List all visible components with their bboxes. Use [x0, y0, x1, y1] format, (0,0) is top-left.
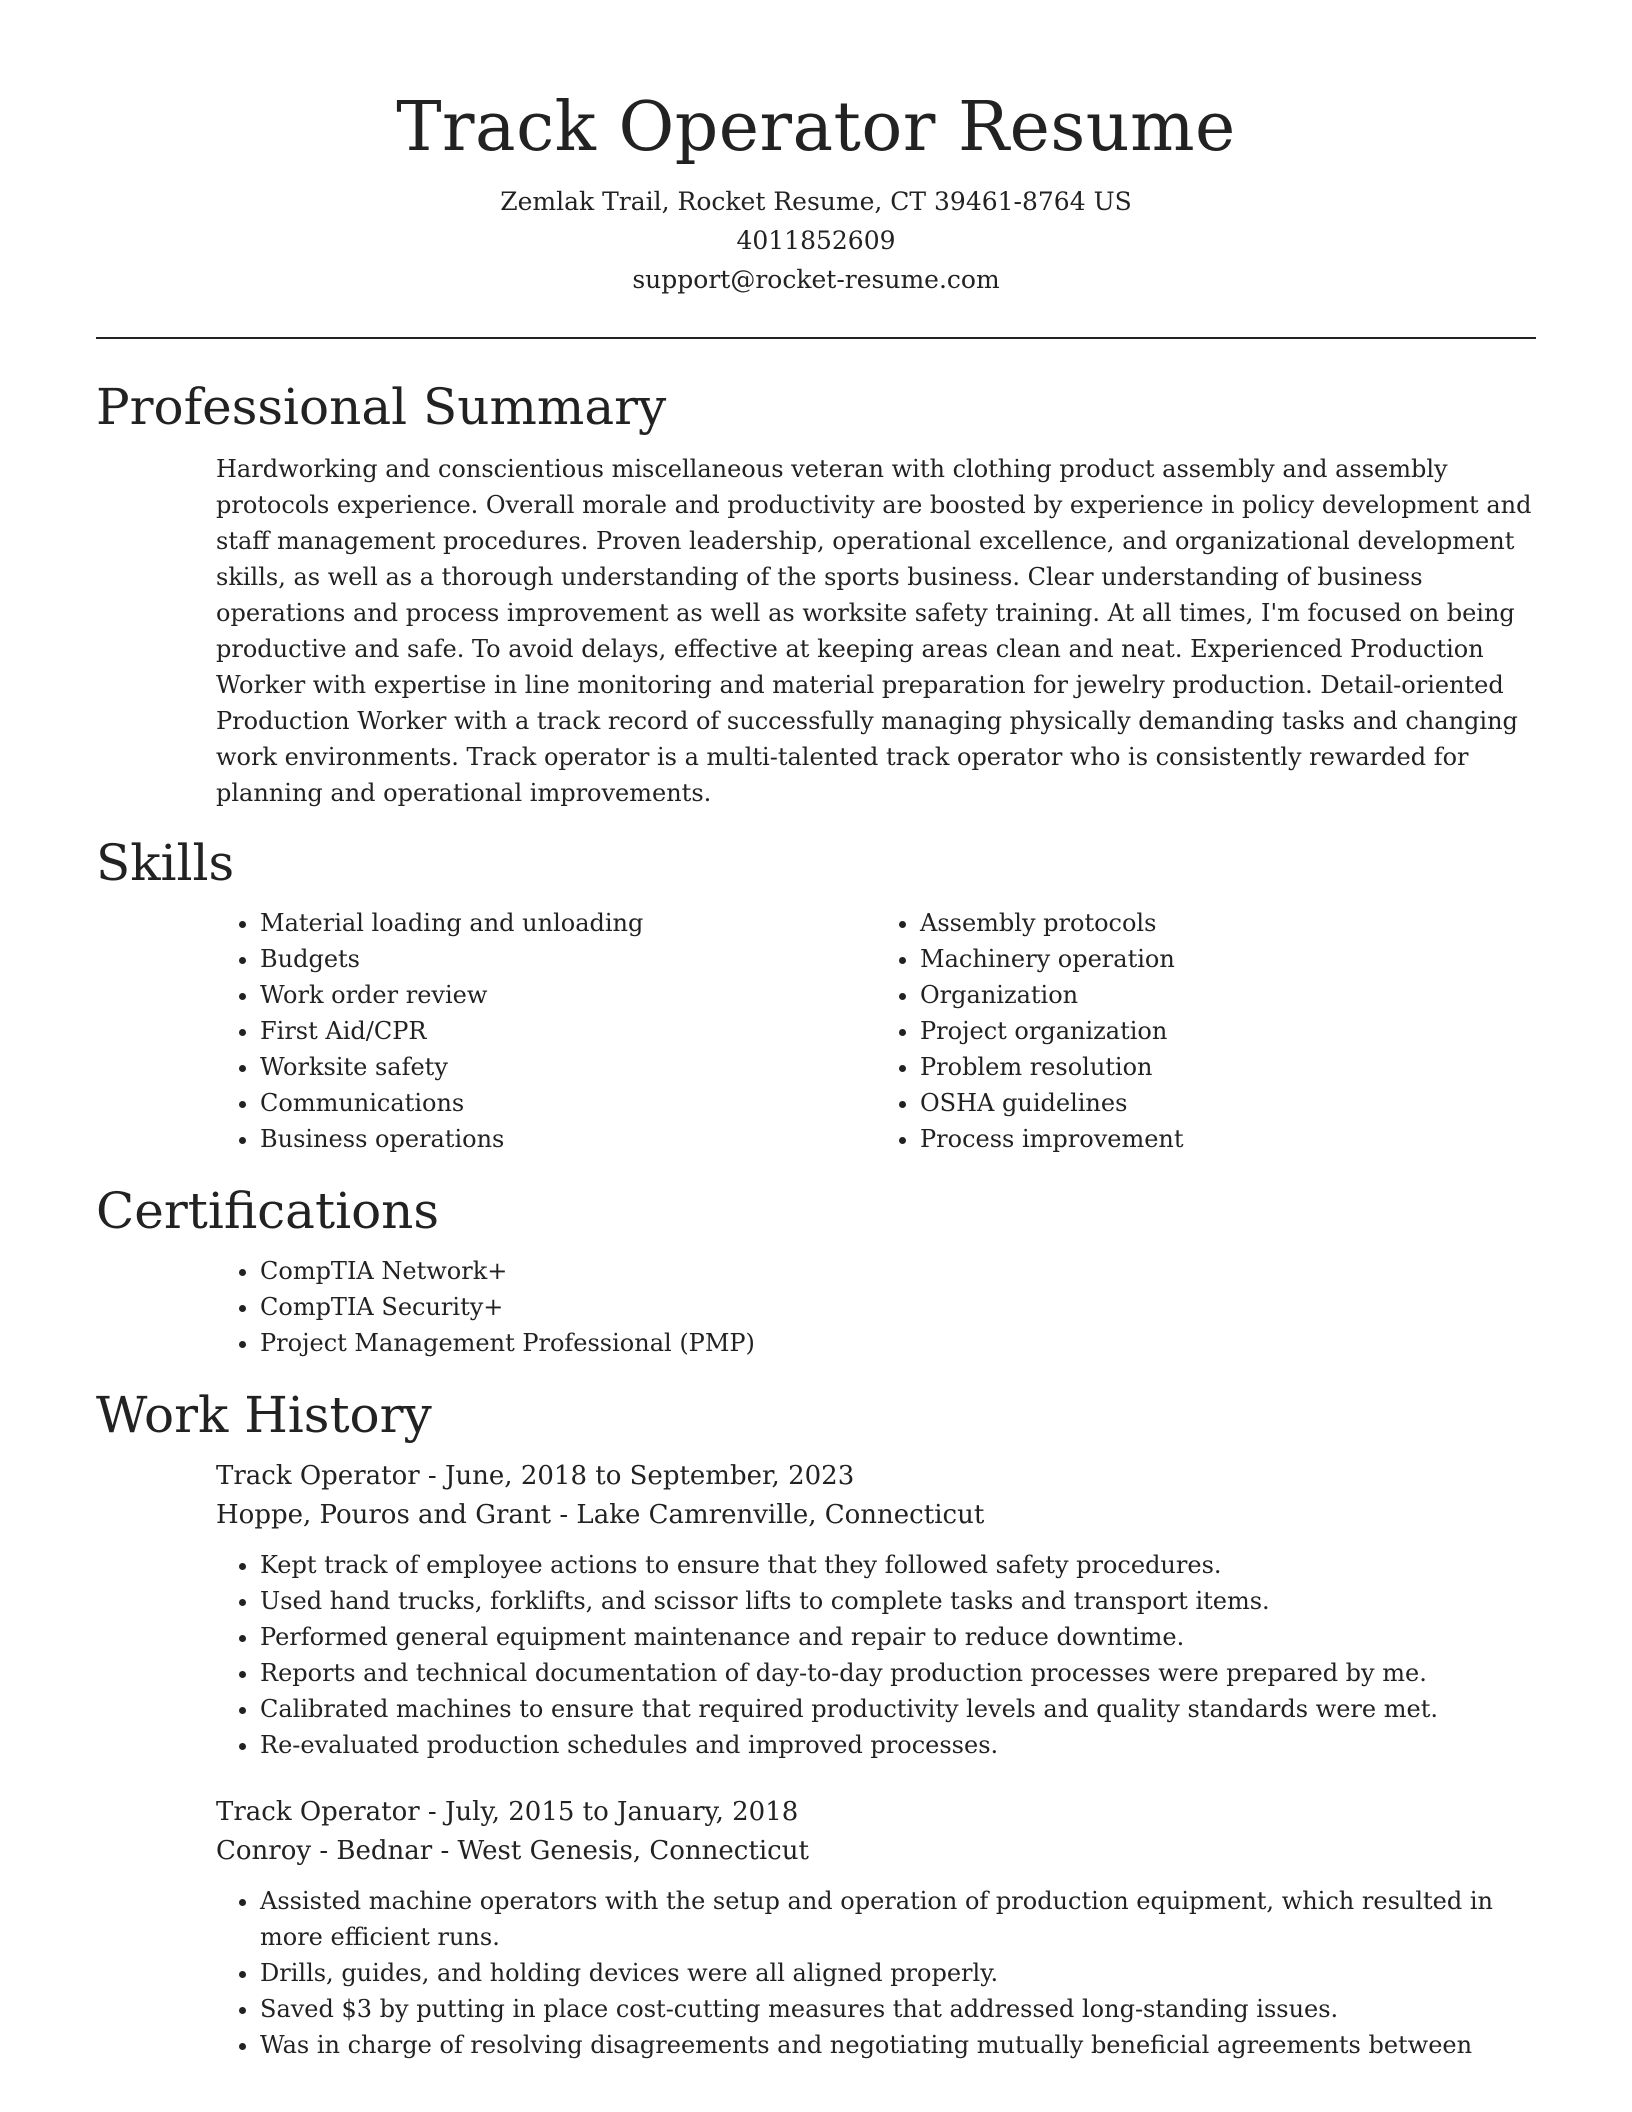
job-bullet: • Calibrated machines to ensure that required productivity levels and quality standards were met.	[260, 1691, 1536, 1727]
job-company-line	[216, 1831, 1536, 1871]
summary-heading: Professional Summary	[96, 378, 667, 436]
skill-item: • Organization	[920, 977, 1536, 1013]
job-bullet: • Reports and technical documentation of day-to-day production processes were prepared by me.	[260, 1655, 1536, 1691]
job-company-line	[216, 1495, 1536, 1535]
skill-item: • Project organization	[920, 1013, 1536, 1049]
address: Zemlak Trail, Rocket Resume, CT 39461-8764 US	[500, 187, 1132, 216]
job-bullet: • Performed general equipment maintenance and repair to reduce downtime.	[260, 1619, 1536, 1655]
skills-columns	[96, 905, 1536, 1157]
phone-number: 4011852609	[736, 226, 896, 255]
job-bullet: • Saved $3 by putting in place cost-cutting measures that addressed long-standing issues.	[260, 1991, 1536, 2027]
certification-item: • Project Management Professional (PMP)	[260, 1325, 1536, 1361]
skill-item: • Machinery operation	[920, 941, 1536, 977]
job-bullet: • Drills, guides, and holding devices were all aligned properly.	[260, 1955, 1536, 1991]
skill-item: • Budgets	[260, 941, 876, 977]
job-bullet: • Re-evaluated production schedules and improved processes.	[260, 1727, 1536, 1763]
email-address: support@rocket-resume.com	[632, 265, 1000, 294]
skill-item: • Assembly protocols	[920, 905, 1536, 941]
skills-list-left	[216, 905, 876, 1157]
job-title: Track Operator	[216, 1461, 420, 1491]
contact-info	[96, 182, 1536, 299]
job-entry	[96, 1793, 1536, 2063]
certifications-wrapper	[96, 1253, 1536, 1361]
skill-item: • Problem resolution	[920, 1049, 1536, 1085]
skill-item: • Communications	[260, 1085, 876, 1121]
certification-item: • CompTIA Security+	[260, 1289, 1536, 1325]
company-name: Conroy - Bednar	[216, 1836, 433, 1866]
job-entry	[96, 1457, 1536, 1763]
work-history-section	[96, 1383, 1536, 2063]
work-history-heading: Work History	[96, 1386, 432, 1444]
job-bullets	[216, 1547, 1536, 1763]
skill-item: • First Aid/CPR	[260, 1013, 876, 1049]
certifications-heading: Certifications	[96, 1182, 440, 1240]
job-bullet: • Used hand trucks, forklifts, and scissor lifts to complete tasks and transport items.	[260, 1583, 1536, 1619]
job-title: Track Operator	[216, 1797, 420, 1827]
job-title-line	[216, 1793, 1536, 1831]
summary-text: Hardworking and conscientious miscellaneous veteran with clothing product assembly and assembly protocols experience. Overall morale and productivity are boosted by experience in policy development and staff management procedures. Proven leadership, operational excellence, and organizational development skills, as well as a thorough understanding of the sports business. Clear understanding of business operations and process improvement as well as worksite safety training. At all times, I'm focused on being productive and safe. To avoid delays, effective at keeping areas clean and neat. Experienced Production Worker with expertise in line monitoring and material preparation for jewelry production. Detail-oriented Production Worker with a track record of successfully managing physically demanding tasks and changing work environments. Track operator is a multi-talented track operator who is consistently rewarded for planning and operational improvements.	[216, 455, 1532, 807]
job-location: - West Genesis, Connecticut	[432, 1836, 809, 1866]
job-dates: - June, 2018 to September, 2023	[419, 1461, 855, 1491]
header-divider	[96, 337, 1536, 339]
page-title: Track Operator Resume	[396, 88, 1236, 167]
skill-item: • Worksite safety	[260, 1049, 876, 1085]
resume-header	[96, 0, 1536, 299]
certifications-list	[216, 1253, 1536, 1361]
skill-item: • Work order review	[260, 977, 876, 1013]
job-bullet: • Assisted machine operators with the setup and operation of production equipment, which resulted in more efficient runs.	[260, 1883, 1536, 1955]
skills-section	[96, 831, 1536, 1157]
company-name: Hoppe, Pouros and Grant	[216, 1500, 552, 1530]
skill-item: • Business operations	[260, 1121, 876, 1157]
job-dates: - July, 2015 to January, 2018	[419, 1797, 799, 1827]
skill-item: • OSHA guidelines	[920, 1085, 1536, 1121]
skill-item: • Process improvement	[920, 1121, 1536, 1157]
certification-item: • CompTIA Network+	[260, 1253, 1536, 1289]
skills-heading: Skills	[96, 834, 235, 892]
job-bullet: • Was in charge of resolving disagreements and negotiating mutually beneficial agreements between	[260, 2027, 1536, 2063]
job-bullets	[216, 1883, 1536, 2063]
job-bullet: • Kept track of employee actions to ensure that they followed safety procedures.	[260, 1547, 1536, 1583]
skills-list-right	[876, 905, 1536, 1157]
summary-section	[96, 375, 1536, 811]
job-location: - Lake Camrenville, Connecticut	[551, 1500, 985, 1530]
job-title-line	[216, 1457, 1536, 1495]
skill-item: • Material loading and unloading	[260, 905, 876, 941]
certifications-section	[96, 1179, 1536, 1361]
